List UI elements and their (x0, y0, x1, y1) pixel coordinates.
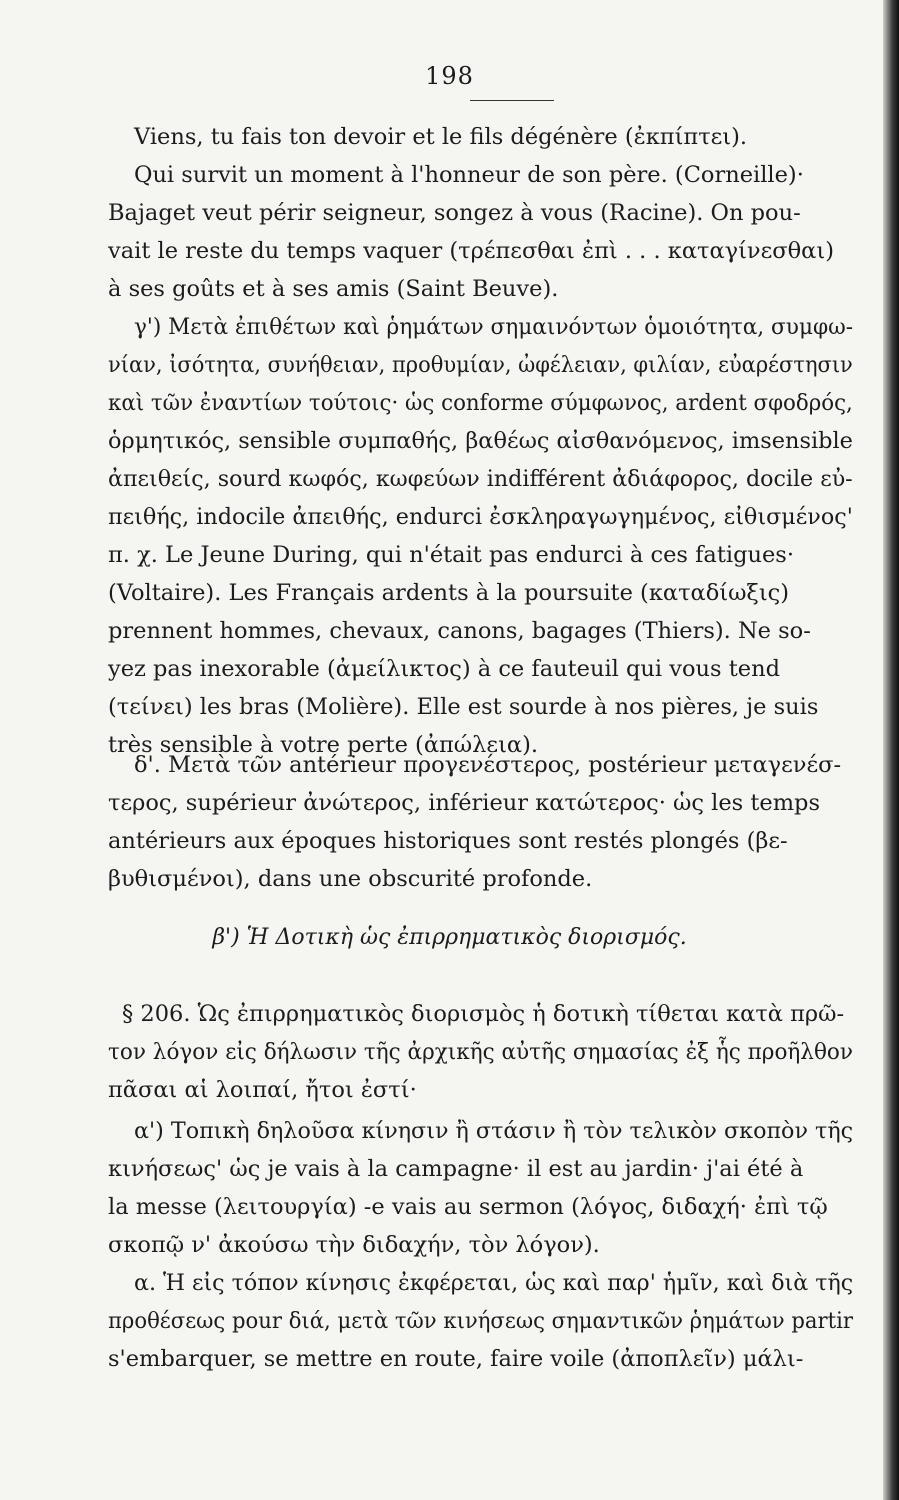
page-number-rule (470, 100, 554, 101)
paragraph-alpha-motion (108, 1264, 853, 1378)
text-line: πειθής, indocile ἀπειθής, endurci ἐσκληραγωγημένος, εἰθισμένος' (108, 504, 853, 530)
text-line: σκοπῷ ν' ἀκούσω τὴν διδαχήν, τὸν λόγον). (108, 1232, 600, 1258)
text-line: δ'. Μετὰ τῶν antérieur προγενέστερος, postérieur μεταγενέσ- (134, 752, 842, 778)
text-line: προθέσεως pour διά, μετὰ τῶν κινήσεως σημαντικῶν ῥημάτων partir (108, 1308, 853, 1334)
text-line: très sensible à votre perte (ἀπώλεια). (108, 732, 539, 758)
book-spine-edge (883, 0, 899, 1500)
text-line: ἀπειθείς, sourd κωφός, κωφεύων indifférent ἀδιάφορος, docile εὐ- (108, 466, 853, 492)
text-line: τερος, supérieur ἀνώτερος, inférieur κατώτερος· ὡς les temps (108, 790, 820, 816)
text-line: la messe (λειτουργία) -e vais au sermon (λόγος, διδαχή· ἐπὶ τῷ (108, 1194, 828, 1220)
text-line: Qui survit un moment à l'honneur de son père. (Corneille)· (134, 162, 804, 188)
section-heading: β') Ἡ Δοτικὴ ὡς ἐπιρρηματικὸς διορισμός. (212, 925, 687, 950)
paragraph-gamma (108, 308, 853, 764)
paragraph-alpha (108, 1112, 853, 1264)
text-line: à ses goûts et à ses amis (Saint Beuve). (108, 276, 559, 302)
text-line: α') Τοπικὴ δηλοῦσα κίνησιν ἢ στάσιν ἢ τὸν τελικὸν σκοπὸν τῆς (134, 1118, 854, 1144)
text-line: τον λόγον εἰς δήλωσιν τῆς ἀρχικῆς αὐτῆς σημασίας ἐξ ἧς προῆλθον (108, 1039, 853, 1065)
text-line: vait le reste du temps vaquer (τρέπεσθαι ἐπὶ . . . καταγίνεσθαι) (108, 238, 834, 264)
text-line: π. χ. Le Jeune During, qui n'était pas endurci à ces fatigues· (108, 542, 794, 568)
text-line: § 206. Ὡς ἐπιρρηματικὸς διορισμὸς ἡ δοτικὴ τίθεται κατὰ πρῶ- (122, 1001, 845, 1027)
paragraph-french-examples (108, 118, 853, 308)
page-number: 198 (425, 62, 474, 90)
text-line: Bajaget veut périr seigneur, songez à vous (Racine). On pou- (108, 200, 801, 226)
text-line: κινήσεως' ὡς je vais à la campagne· il est au jardin· j'ai été à (108, 1156, 804, 1182)
text-line: (τείνει) les bras (Molière). Elle est sourde à nos pières, je suis (108, 694, 819, 720)
text-line: βυθισμένοι), dans une obscurité profonde. (108, 866, 593, 892)
text-line: antérieurs aux époques historiques sont restés plongés (βε- (108, 828, 788, 854)
paragraph-section-206 (108, 995, 853, 1109)
text-line: νίαν, ἰσότητα, συνήθειαν, προθυμίαν, ὠφέλειαν, φιλίαν, εὐαρέστησιν (108, 352, 853, 378)
text-line: s'embarquer, se mettre en route, faire voile (ἀποπλεῖν) μάλι- (108, 1346, 804, 1372)
text-line: πᾶσαι αἱ λοιπαί, ἤτοι ἐστί· (108, 1077, 417, 1103)
text-line: yez pas inexorable (ἀμείλικτος) à ce fauteuil qui vous tend (108, 656, 780, 682)
text-line: prennent hommes, chevaux, canons, bagages (Thiers). Ne so- (108, 618, 811, 644)
text-line: Viens, tu fais ton devoir et le fils dégénère (ἐκπίπτει). (134, 124, 748, 150)
text-line: γ') Μετὰ ἐπιθέτων καὶ ῥημάτων σημαινόντων ὁμοιότητα, συμφω- (134, 314, 854, 340)
text-line: καὶ τῶν ἐναντίων τούτοις· ὡς conforme σύμφωνος, ardent σφοδρός, (108, 390, 853, 416)
paragraph-delta (108, 746, 853, 898)
text-line: ὁρμητικός, sensible συμπαθής, βαθέως αἰσθανόμενος, imsensible (108, 428, 853, 454)
text-line: (Voltaire). Les Français ardents à la poursuite (καταδίωξις) (108, 580, 790, 606)
text-line: α. Ἡ εἰς τόπον κίνησις ἐκφέρεται, ὡς καὶ παρ' ἡμῖν, καὶ διὰ τῆς (134, 1270, 854, 1296)
